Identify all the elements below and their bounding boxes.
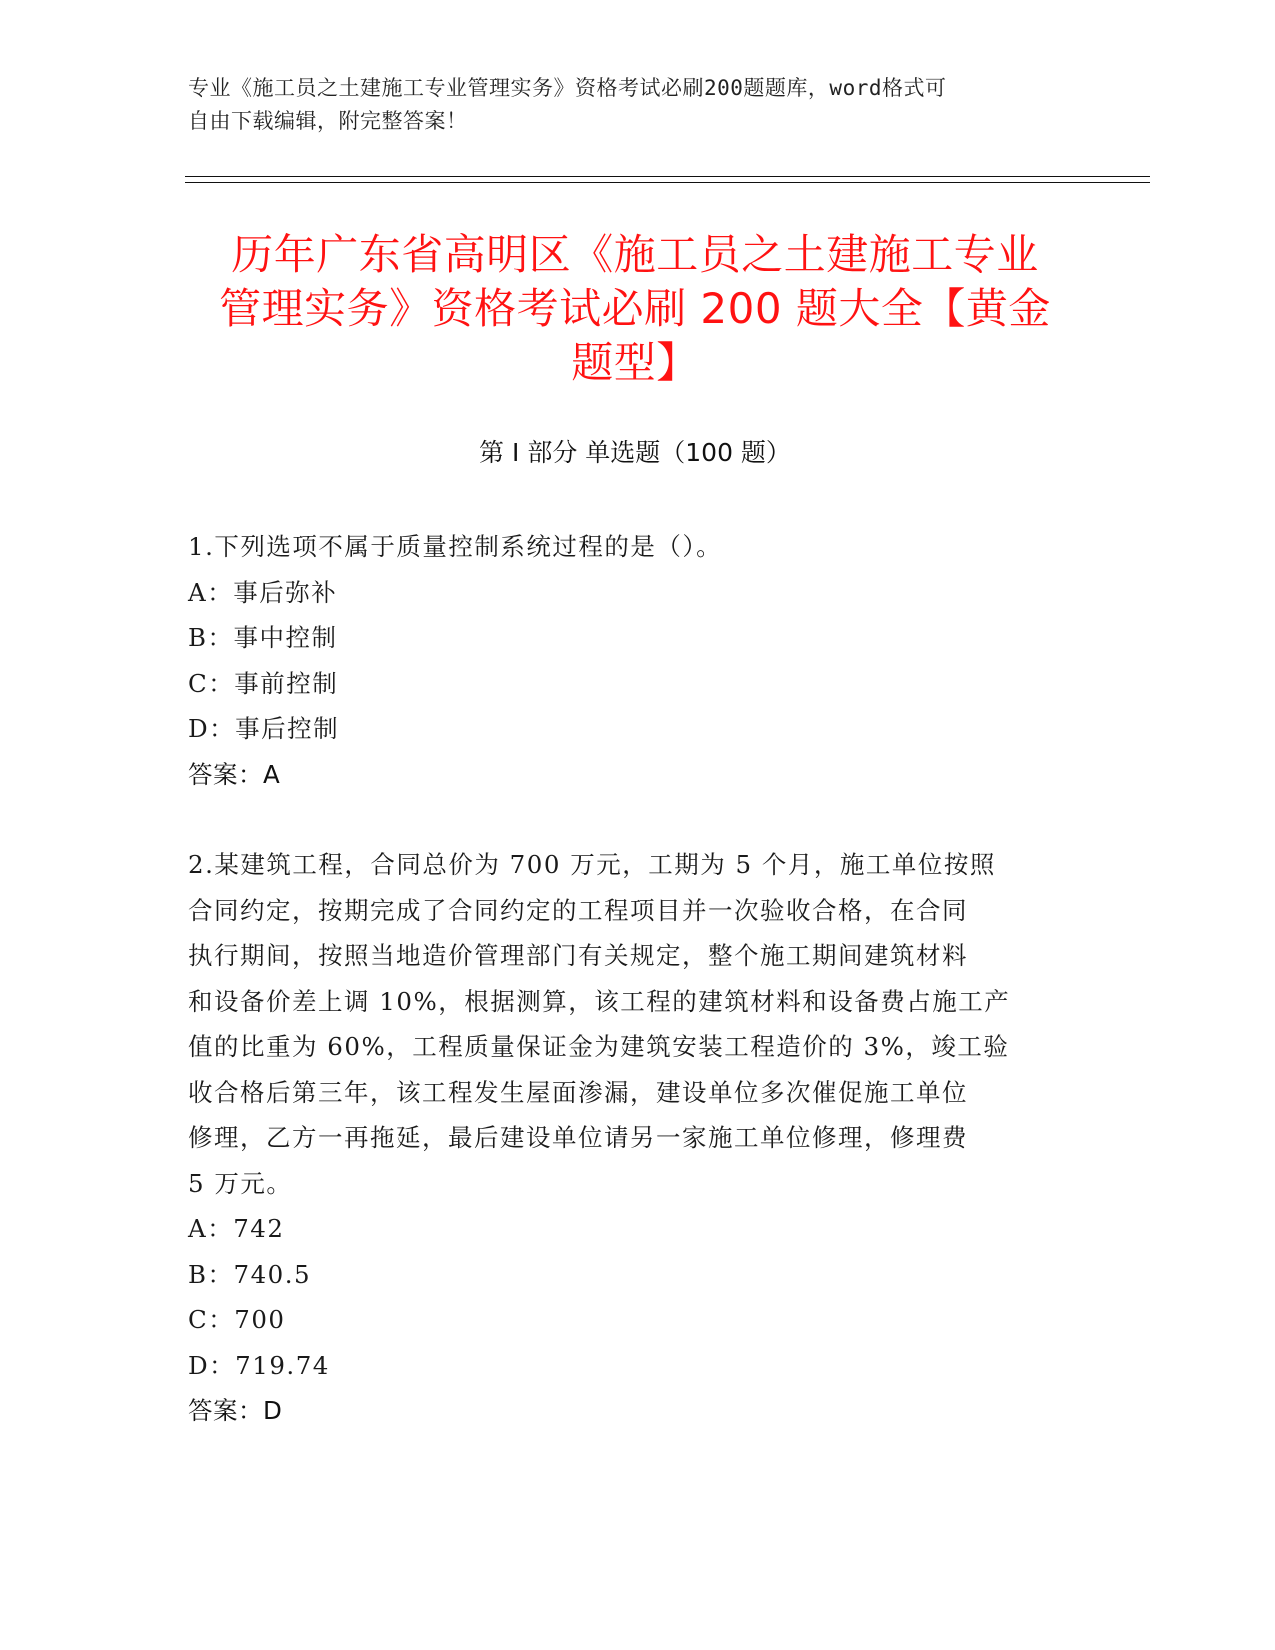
option-b: B：740.5 [188, 1259, 312, 1289]
answer: 答案：D [188, 1396, 283, 1425]
question-stem-line: 1.下列选项不属于质量控制系统过程的是（）。 [188, 532, 723, 561]
option-d: D：719.74 [188, 1350, 330, 1380]
option-a: A：事后弥补 [188, 577, 338, 607]
header-note [188, 72, 1068, 138]
answer: 答案：A [188, 759, 281, 789]
question-1 [188, 524, 1078, 797]
question-stem-line: 合同约定，按期完成了合同约定的工程项目并一次验收合格，在合同 [188, 895, 968, 925]
document-title [190, 228, 1080, 390]
option-a: A：742 [188, 1214, 285, 1243]
question-stem-line: 执行期间，按照当地造价管理部门有关规定，整个施工期间建筑材料 [188, 941, 968, 970]
option-c: C：700 [188, 1305, 286, 1334]
option-c: C：事前控制 [188, 668, 339, 698]
question-stem-line: 5 万元。 [188, 1168, 293, 1198]
title-line: 历年广东省高明区《施工员之土建施工专业 [231, 230, 1039, 279]
question-stem-line: 值的比重为 60%，工程质量保证金为建筑安装工程造价的 3%，竣工验 [188, 1032, 1010, 1061]
section-title: 第 I 部分 单选题（100 题） [479, 438, 791, 467]
header-rule-top [185, 176, 1150, 177]
question-stem-line: 2.某建筑工程，合同总价为 700 万元，工期为 5 个月，施工单位按照 [188, 850, 996, 879]
question-stem-line: 和设备价差上调 10%，根据测算，该工程的建筑材料和设备费占施工产 [188, 986, 1011, 1016]
title-line: 题型】 [571, 338, 699, 387]
question-2 [188, 842, 1078, 1434]
header-rule-bottom [185, 182, 1150, 183]
question-stem-line: 收合格后第三年，该工程发生屋面渗漏，建设单位多次催促施工单位 [188, 1077, 968, 1107]
header-note-line: 专业《施工员之土建施工专业管理实务》资格考试必刷200题题库，word格式可 [188, 76, 947, 100]
header-note-line: 自由下载编辑，附完整答案！ [188, 109, 468, 133]
title-line: 管理实务》资格考试必刷 200 题大全【黄金 [219, 284, 1051, 333]
option-d: D：事后控制 [188, 714, 340, 743]
question-stem-line: 修理，乙方一再拖延，最后建设单位请另一家施工单位修理，修理费 [188, 1123, 968, 1152]
option-b: B：事中控制 [188, 623, 338, 652]
